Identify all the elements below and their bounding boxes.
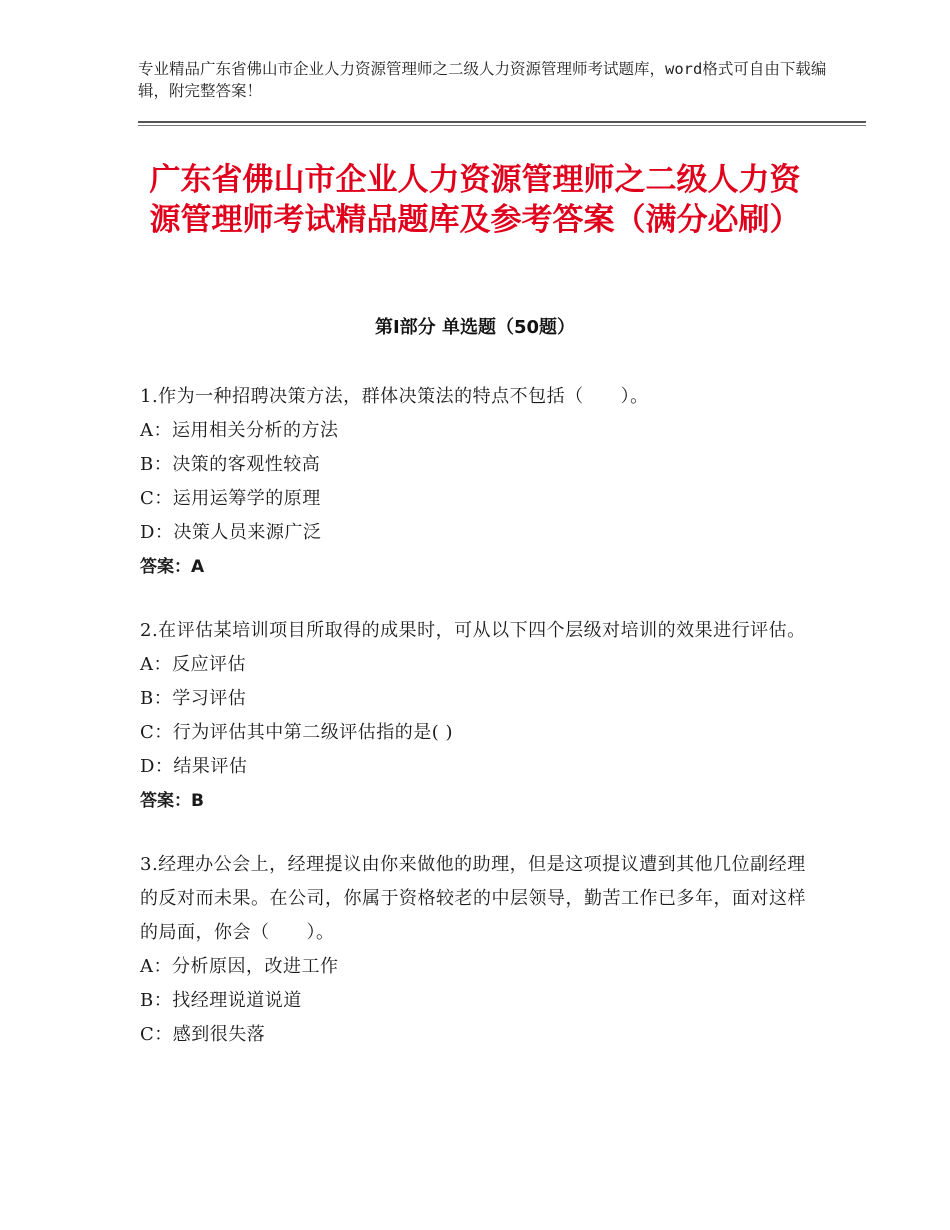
- question-2: [140, 614, 810, 818]
- option-c: C：感到很失落: [140, 1024, 266, 1045]
- question-list: [140, 380, 810, 1082]
- document-title: 广东省佛山市企业人力资源管理师之二级人力资源管理师考试精品题库及参考答案（满分必刷）: [149, 162, 801, 238]
- option-d: D：决策人员来源广泛: [140, 522, 322, 543]
- question-3: [140, 848, 810, 1052]
- question-stem: 3.经理办公会上，经理提议由你来做他的助理，但是这项提议遭到其他几位副经理的反对而未果。在公司，你属于资格较老的中层领导，勤苦工作已多年，面对这样的局面，你会（ ）。: [140, 854, 806, 943]
- option-d: D：结果评估: [140, 756, 248, 777]
- answer-line: 答案：A: [140, 557, 205, 577]
- question-stem: 2.在评估某培训项目所取得的成果时，可从以下四个层级对培训的效果进行评估。: [140, 620, 806, 641]
- section-heading: 第Ⅰ部分 单选题（50题）: [374, 317, 575, 338]
- question-1: [140, 380, 810, 584]
- header-divider: [138, 121, 866, 123]
- option-b: B：学习评估: [140, 688, 247, 709]
- option-b: B：找经理说道说道: [140, 990, 302, 1011]
- option-c: C：行为评估其中第二级评估指的是( ): [140, 722, 454, 743]
- question-stem: 1.作为一种招聘决策方法，群体决策法的特点不包括（ ）。: [140, 386, 649, 407]
- answer-line: 答案：B: [140, 791, 204, 811]
- option-b: B：决策的客观性较高: [140, 454, 321, 475]
- header-note: 专业精品广东省佛山市企业人力资源管理师之二级人力资源管理师考试题库，word格式可自由下载编辑，附完整答案！: [138, 60, 827, 100]
- option-a: A：反应评估: [140, 654, 246, 675]
- option-c: C：运用运筹学的原理: [140, 488, 321, 509]
- header-divider-thin: [138, 125, 866, 126]
- option-a: A：运用相关分析的方法: [140, 420, 339, 441]
- option-a: A：分析原因，改进工作: [140, 956, 339, 977]
